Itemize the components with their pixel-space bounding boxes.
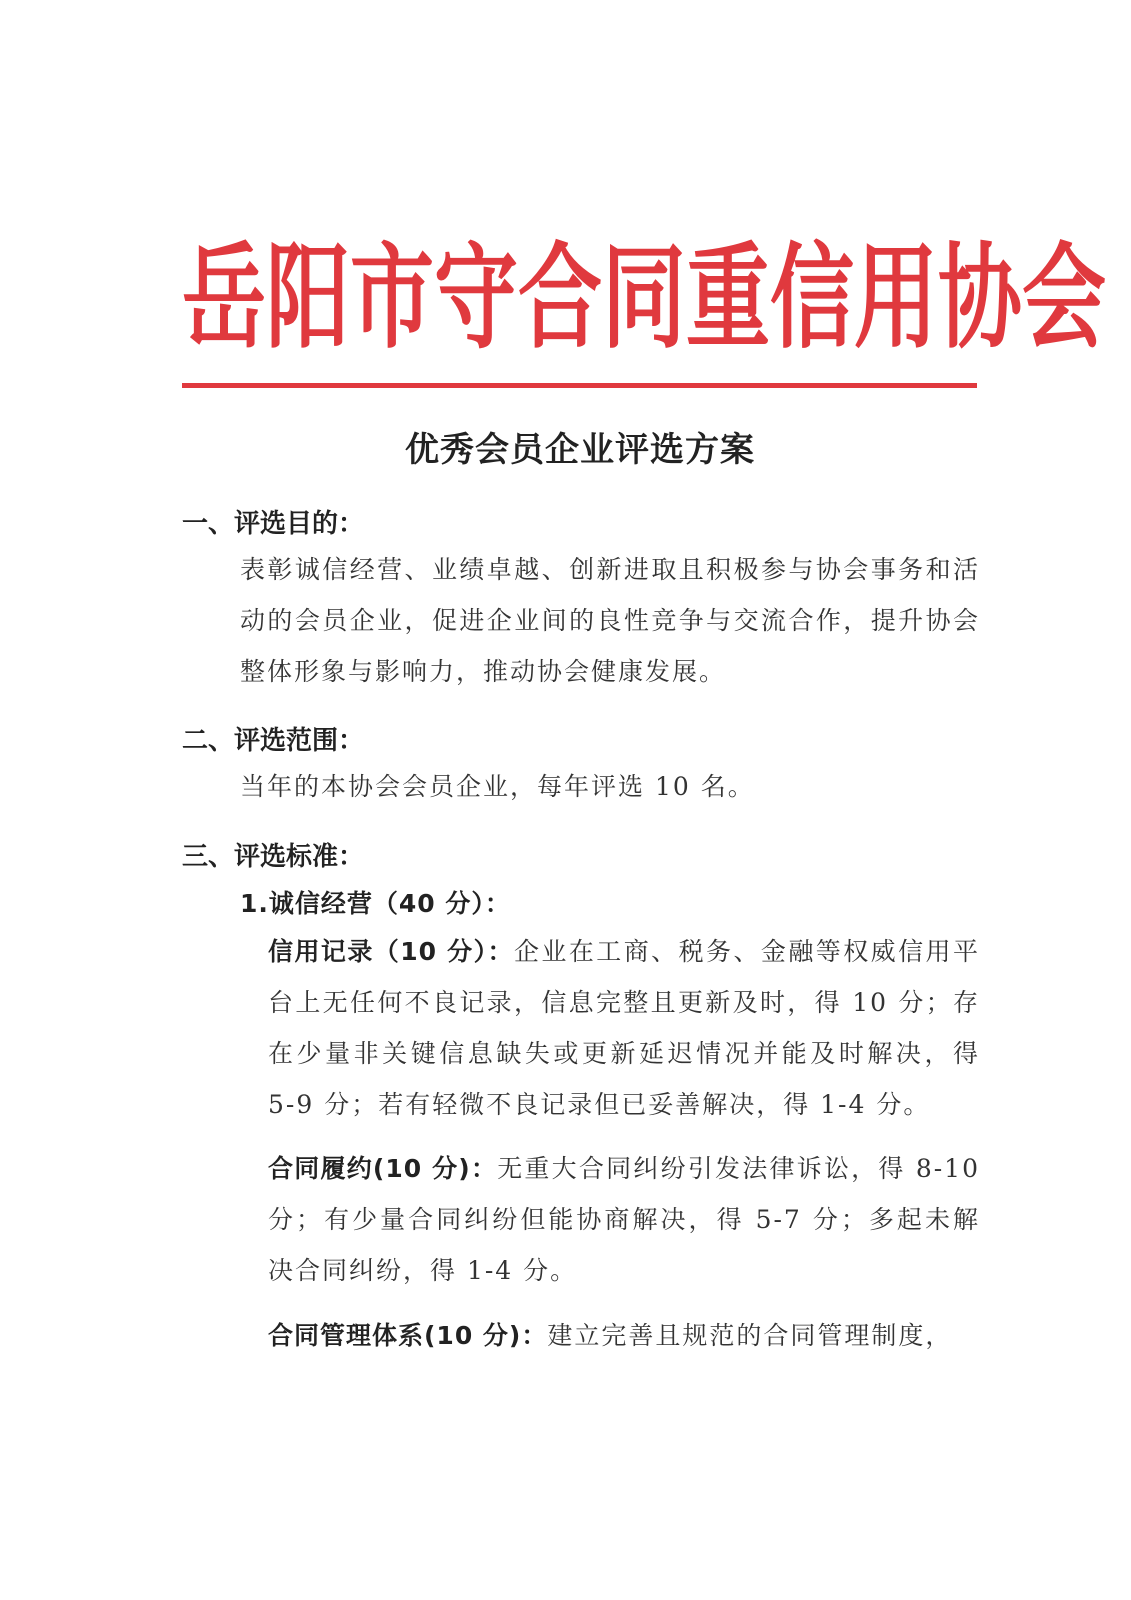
criteria-item-label: 合同履约(10 分)： [268,1154,498,1183]
section-heading-purpose: 一、评选目的： [182,509,365,539]
criteria-item-contract-management [268,1310,980,1361]
section-body-purpose: 表彰诚信经营、业绩卓越、创新进取且积极参与协会事务和活动的会员企业，促进企业间的良性竞争与交流合作，提升协会整体形象与影响力，推动协会健康发展。 [240,555,980,686]
section-heading-scope: 二、评选范围： [182,726,365,756]
letterhead-red-rule [182,383,977,388]
org-letterhead-title: 岳阳市守合同重信用协会 [182,230,1107,365]
criteria-item-label: 合同管理体系(10 分)： [268,1321,548,1350]
criteria-item-text: 企业在工商、税务、金融等权威信用平台上无任何不良记录，信息完整且更新及时，得 10 分；存在少量非关键信息缺失或更新延迟情况并能及时解决，得 5-9 分；若有轻微不良记录但已妥善解决，得 1-4 分。 [268,937,980,1119]
criteria-item-label: 信用记录（10 分）： [268,937,514,966]
section-body-scope: 当年的本协会会员企业，每年评选 10 名。 [240,772,755,801]
criteria-item-credit-record [268,926,980,1130]
criteria-item-contract-performance [268,1143,980,1296]
document-title: 优秀会员企业评选方案 [405,430,755,470]
criteria-item-text: 建立完善且规范的合同管理制度， [547,1321,953,1350]
section-heading-criteria: 三、评选标准： [182,842,365,872]
criteria-item-text: 无重大合同纠纷引发法律诉讼，得 8-10 分；有少量合同纠纷但能协商解决，得 5-7 分；多起未解决合同纠纷，得 1-4 分。 [268,1154,980,1285]
subsection-heading-integrity: 1.诚信经营（40 分）： [240,889,511,918]
